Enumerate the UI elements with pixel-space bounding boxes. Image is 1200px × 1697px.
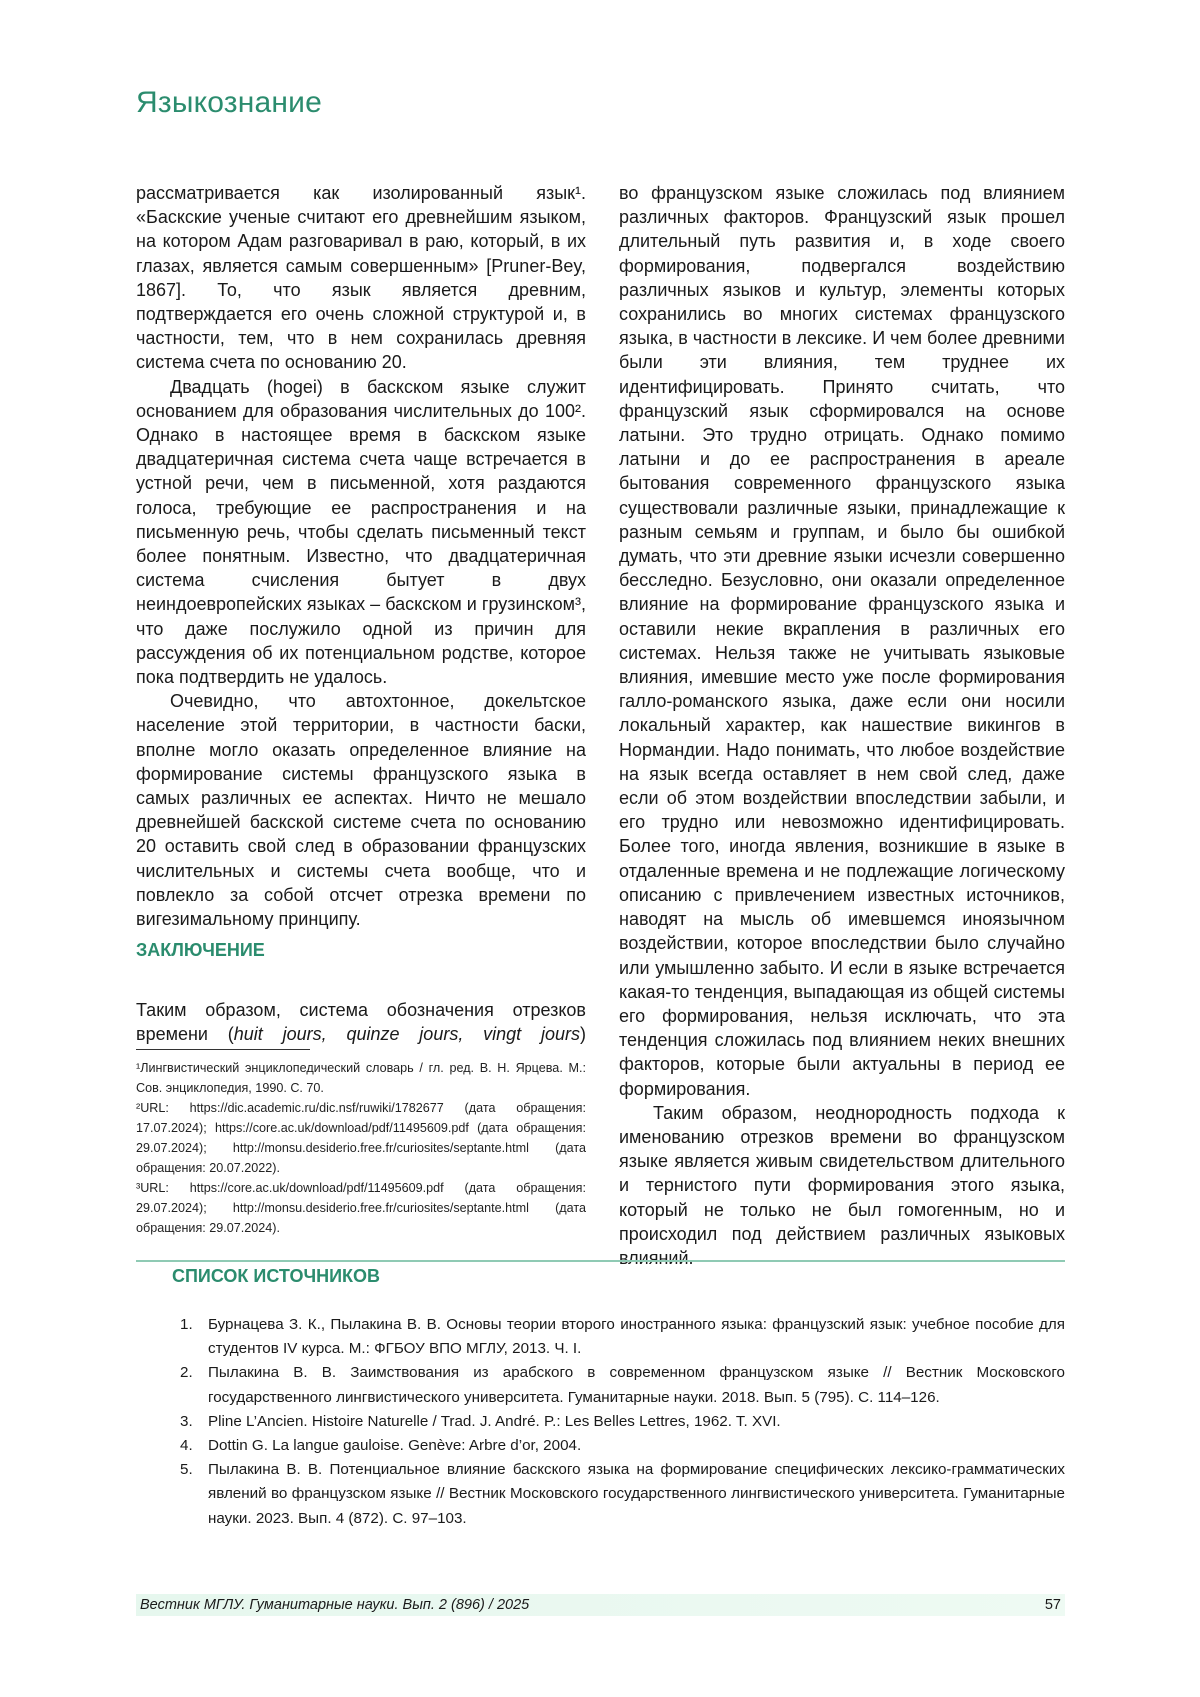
journal-name: Вестник МГЛУ. Гуманитарные науки. Вып. 2 (896) / 2025 [140,1594,529,1616]
footnote: ²URL: https://dic.academic.ru/dic.nsf/ruwiki/1782677 (дата обращения: 17.07.2024); https://core.ac.uk/download/pdf/11495609.pdf (дата обращения: 29.07.2024); http://monsu.desiderio.free.fr/curiosites/septante.html (дата обращения: 20.07.2022). [136,1098,586,1178]
references-list [180,1313,1065,1531]
footnotes [136,1058,586,1238]
section-divider [136,1260,1065,1262]
reference-text: Бурнацева З. К., Пылакина В. В. Основы теории второго иностранного языка: французский язык: учебное пособие для студентов IV курса. М.: ФГБОУ ВПО МГЛУ, 2013. Ч. I. [208,1316,1065,1357]
paragraph: во французском языке сложилась под влиянием различных факторов. Французский язык прошел длительный путь развития и, в ходе своего формирования, подвергался воздействию различных языков и культур, элементы которых сохранились во многих системах французского языка, в частности в лексике. И чем более древними были эти влияния, тем труднее их идентифицировать. Принято считать, что французский язык сформировался на основе латыни. Это трудно отрицать. Однако помимо латыни и до ее распространения в ареале бытования современного французского языка существовали различные языки, принадлежащие к разным семьям и группам, и было бы ошибкой думать, что эти древние языки исчезли совершенно бесследно. Безусловно, они оказали определенное влияние на формирование французского языка и оставили некие вкрапления в различных его системах. Нельзя также не учитывать языковые влияния, имевшие место уже после формирования галло-романского языка, даже если они носили локальный характер, как нашествие викингов в Нормандии. Надо понимать, что любое воздействие на язык всегда оставляет в нем свой след, даже если об этом воздействии впоследствии забыли, и его трудно или невозможно идентифицировать. Более того, иногда явления, возникшие в языке в отдаленные времена и не подлежащие логическому описанию с привлечением известных источников, наводят на мысль об имевшемся иноязычном воздействии, которое впоследствии было случайно или умышленно забыто. И если в языке встречается какая-то тенденция, выпадающая из общей системы его формирования, нельзя исключать, что эта тенденция сложилась под влиянием неких внешних факторов, которые были актуальны в период ее формирования. [619,181,1065,1101]
left-column [136,181,586,931]
paragraph: Таким образом, неоднородность подхода к именованию отрезков времени во французском языке является живым свидетельством длительного и тернистого пути формирования этого языка, который не только не был гомогенным, но и происходил под действием различных языковых влияний. [619,1101,1065,1270]
right-column [619,181,1065,1270]
conclusion-text-end: ) [580,1024,586,1044]
paragraph: Очевидно, что автохтонное, докельтское население этой территории, в частности баски, вполне могло оказать определенное влияние на формирование системы французского языка в самых различных ее аспектах. Ничто не мешало древнейшей баскской системе счета по основанию 20 оставить свой след в образовании французских числительных и системы счета вообще, что и повлекло за собой отсчет отрезка времени по вигезимальному принципу. [136,689,586,931]
conclusion-heading: ЗАКЛЮЧЕНИЕ [136,940,265,961]
reference-item [180,1361,1065,1409]
reference-text: Dottin G. La langue gauloise. Genève: Arbre d’or, 2004. [208,1437,581,1454]
footnote: ³URL: https://core.ac.uk/download/pdf/11495609.pdf (дата обращения: 29.07.2024); http://monsu.desiderio.free.fr/curiosites/septante.html (дата обращения: 29.07.2024). [136,1178,586,1238]
reference-item [180,1313,1065,1361]
conclusion-italic-terms: huit jours, quinze jours, vingt jours [234,1024,580,1044]
conclusion-paragraph [136,998,586,1046]
reference-number: 2. [180,1361,193,1385]
references-heading: СПИСОК ИСТОЧНИКОВ [172,1266,380,1287]
section-title: Языкознание [136,86,322,120]
page-number: 57 [1045,1594,1061,1616]
reference-number: 3. [180,1410,193,1434]
conclusion-text-start: Таким образом, система обозначения отрезков времени ( [136,1000,586,1044]
reference-text: Pline L’Ancien. Histoire Naturelle / Trad. J. André. P.: Les Belles Lettres, 1962. T. XVI. [208,1413,781,1430]
reference-item [180,1458,1065,1531]
reference-item [180,1434,1065,1458]
reference-number: 5. [180,1458,193,1482]
reference-text: Пылакина В. В. Заимствования из арабского в современном французском языке // Вестник Московского государственного лингвистического университета. Гуманитарные науки. 2018. Вып. 5 (795). С. 114–126. [208,1364,1065,1405]
reference-item [180,1410,1065,1434]
footnote: ¹Лингвистический энциклопедический словарь / гл. ред. В. Н. Ярцева. М.: Сов. энциклопедия, 1990. С. 70. [136,1058,586,1098]
reference-number: 1. [180,1313,193,1337]
footnote-divider [136,1049,310,1050]
paragraph: рассматривается как изолированный язык¹. «Баскские ученые считают его древнейшим языком, на котором Адам разговаривал в раю, который, в их глазах, является самым совершенным» [Pruner-Bey, 1867]. То, что язык является древним, подтверждается его очень сложной структурой и, в частности, тем, что в нем сохранилась древняя система счета по основанию 20. [136,181,586,375]
page-footer [136,1594,1065,1616]
reference-text: Пылакина В. В. Потенциальное влияние баскского языка на формирование специфических лексико-грамматических явлений во французском языке // Вестник Московского государственного лингвистического университета. Гуманитарные науки. 2023. Вып. 4 (872). С. 97–103. [208,1461,1065,1526]
paragraph: Двадцать (hogei) в баскском языке служит основанием для образования числительных до 100². Однако в настоящее время в баскском языке двадцатеричная система счета чаще встречается в устной речи, чем в письменной, хотя раздаются голоса, требующие ее распространения и на письменную речь, чтобы сделать письменный текст более понятным. Известно, что двадцатеричная система счисления бытует в двух неиндоевропейских языках – баскском и грузинском³, что даже послужило одной из причин для рассуждения об их потенциальном родстве, которое пока подтвердить не удалось. [136,375,586,690]
reference-number: 4. [180,1434,193,1458]
